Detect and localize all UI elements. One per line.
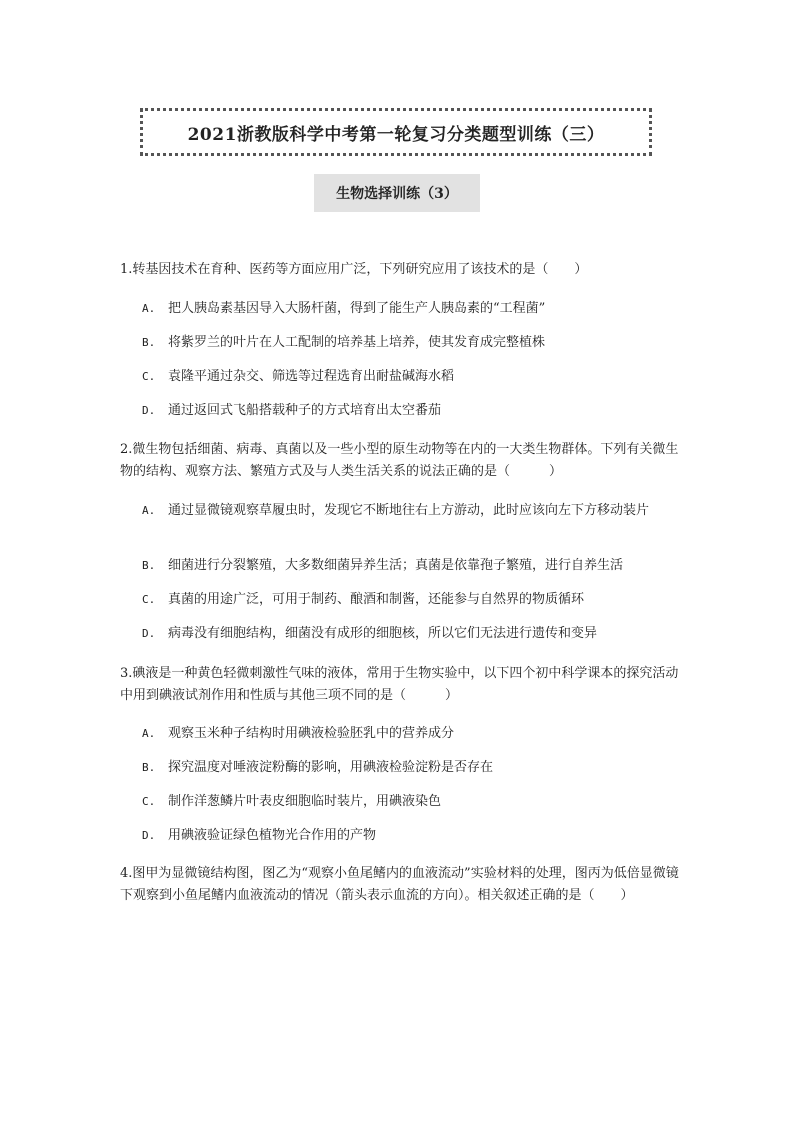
- question-1-option-a: [120, 298, 680, 320]
- option-letter: A.: [142, 727, 156, 740]
- option-letter: C.: [142, 370, 156, 383]
- question-2-option-b: [120, 555, 680, 577]
- option-text: 用碘液验证绿色植物光合作用的产物: [168, 828, 377, 843]
- question-1-option-d: [120, 400, 680, 422]
- document-subtitle-text: 生物选择训练（3）: [336, 186, 458, 202]
- option-text: 把人胰岛素基因导入大肠杆菌，得到了能生产人胰岛素的“工程菌”: [168, 301, 546, 316]
- option-letter: D.: [142, 404, 156, 417]
- option-text: 探究温度对唾液淀粉酶的影响，用碘液检验淀粉是否存在: [168, 760, 494, 775]
- option-text: 袁隆平通过杂交、筛选等过程选育出耐盐碱海水稻: [168, 369, 455, 384]
- option-text: 通过显微镜观察草履虫时，发现它不断地往右上方游动，此时应该向左下方移动装片: [168, 503, 650, 518]
- document-subtitle: [314, 174, 480, 212]
- option-letter: D.: [142, 829, 156, 842]
- option-letter: A.: [142, 302, 156, 315]
- option-letter: B.: [142, 559, 156, 572]
- question-3-stem: 3.碘液是一种黄色轻微刺激性气味的液体，常用于生物实验中，以下四个初中科学课本的探究活动中用到碘液试剂作用和性质与其他三项不同的是（ ）: [120, 666, 679, 703]
- option-text: 将紫罗兰的叶片在人工配制的培养基上培养，使其发育成完整植株: [168, 335, 546, 350]
- question-3-option-a: [120, 723, 680, 745]
- option-text: 通过返回式飞船搭载种子的方式培育出太空番茄: [168, 403, 442, 418]
- option-text: 观察玉米种子结构时用碘液检验胚乳中的营养成分: [168, 726, 455, 741]
- question-2-stem: 2.微生物包括细菌、病毒、真菌以及一些小型的原生动物等在内的一大类生物群体。下列有关微生物的结构、观察方法、繁殖方式及与人类生活关系的说法正确的是（ ）: [120, 442, 679, 479]
- option-letter: B.: [142, 761, 156, 774]
- question-1-option-c: [120, 366, 680, 388]
- question-1-stem: 1.转基因技术在育种、医药等方面应用广泛，下列研究应用了该技术的是（ ）: [120, 262, 588, 277]
- option-text: 细菌进行分裂繁殖，大多数细菌异养生活；真菌是依靠孢子繁殖，进行自养生活: [168, 558, 624, 573]
- question-3-option-b: [120, 757, 680, 779]
- option-letter: A.: [142, 504, 156, 517]
- option-letter: D.: [142, 627, 156, 640]
- question-2-option-d: [120, 623, 680, 645]
- option-letter: C.: [142, 593, 156, 606]
- question-2-option-a: [120, 500, 680, 522]
- option-text: 制作洋葱鳞片叶表皮细胞临时装片，用碘液染色: [168, 794, 442, 809]
- question-4-stem: 4.图甲为显微镜结构图，图乙为“观察小鱼尾鳍内的血液流动”实验材料的处理，图丙为低倍显微镜下观察到小鱼尾鳍内血液流动的情况（箭头表示血流的方向）。相关叙述正确的是（ ）: [120, 866, 679, 903]
- document-title: [140, 108, 652, 156]
- question-2-option-c: [120, 589, 680, 611]
- document-title-text: 2021浙教版科学中考第一轮复习分类题型训练（三）: [187, 124, 605, 145]
- question-1-option-b: [120, 332, 680, 354]
- option-letter: C.: [142, 795, 156, 808]
- option-text: 病毒没有细胞结构，细菌没有成形的细胞核，所以它们无法进行遗传和变异: [168, 626, 598, 641]
- option-letter: B.: [142, 336, 156, 349]
- option-text: 真菌的用途广泛，可用于制药、酿酒和制酱，还能参与自然界的物质循环: [168, 592, 585, 607]
- question-3-option-c: [120, 791, 680, 813]
- question-3-option-d: [120, 825, 680, 847]
